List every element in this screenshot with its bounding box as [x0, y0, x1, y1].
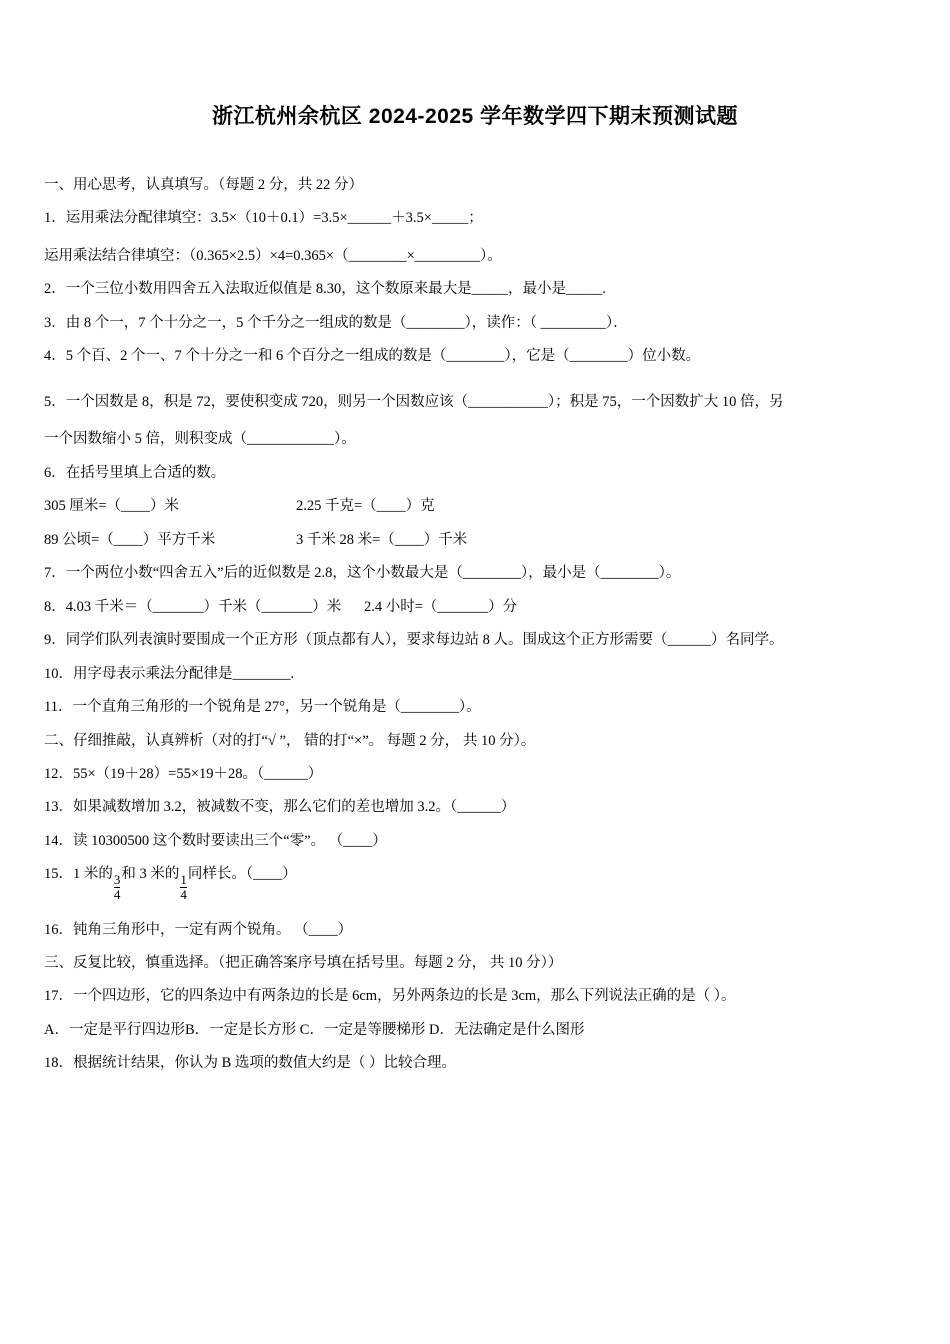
question-9: 9．同学们队列表演时要围成一个正方形（顶点都有人），要求每边站 8 人。围成这个正方形需要（______）名同学。 — [44, 632, 784, 649]
question-1-line-1: 1．运用乘法分配律填空：3.5×（10＋0.1）=3.5×______＋3.5×_____； — [44, 210, 483, 227]
question-3: 3．由 8 个一，7 个十分之一，5 个千分之一组成的数是（________），读作：（ _________）． — [44, 314, 628, 331]
question-17-options: A．一定是平行四边形B．一定是长方形 C．一定是等腰梯形 D．无法确定是什么图形 — [44, 1021, 585, 1038]
section-3-heading: 三、反复比较，慎重选择。（把正确答案序号填在括号里。每题 2 分， 共 10 分）） — [44, 954, 563, 971]
question-4: 4．5 个百、2 个一、7 个十分之一和 6 个百分之一组成的数是（________），它是（________）位小数。 — [44, 348, 701, 365]
question-6: 6．在括号里填上合适的数。 — [44, 464, 226, 481]
fraction-numerator: 3 — [113, 872, 121, 888]
question-15-prefix: 15．1 米的 — [44, 866, 113, 883]
question-12: 12．55×（19＋28）=55×19＋28。（______） — [44, 765, 323, 782]
question-13: 13．如果减数增加 3.2，被减数不变，那么它们的差也增加 3.2。（______） — [44, 799, 516, 816]
section-2-heading: 二、仔细推敲，认真辨析（对的打“√ ”， 错的打“×”。 每题 2 分， 共 10 分）。 — [44, 732, 536, 749]
question-5-line-2: 一个因数缩小 5 倍，则积变成（____________）。 — [44, 431, 356, 448]
question-6-answer-4: 3 千米 28 米=（____）千米 — [296, 531, 468, 548]
fraction-one-quarter — [180, 873, 187, 901]
question-15-suffix: 同样长。（____） — [187, 866, 297, 883]
fraction-numerator: 1 — [180, 872, 187, 888]
fraction-denominator: 4 — [113, 886, 121, 902]
question-6-answer-1: 305 厘米=（____）米 — [44, 498, 180, 515]
question-15 — [44, 863, 906, 901]
spacer — [44, 379, 906, 391]
question-7: 7．一个两位小数“四舍五入”后的近似数是 2.8，这个小数最大是（________），最小是（________）。 — [44, 565, 681, 582]
question-14: 14．读 10300500 这个数时要读出三个“零”。 （____） — [44, 832, 387, 849]
question-1-line-2: 运用乘法结合律填空：（0.365×2.5）×4=0.365×（________×_________）。 — [44, 247, 502, 264]
question-8-row — [44, 596, 906, 618]
question-8-part-b: 2.4 小时=（_______）分 — [364, 598, 518, 615]
question-2: 2．一个三位小数用四舍五入法取近似值是 8.30，这个数原来最大是_____，最小是_____. — [44, 281, 606, 298]
question-15-middle: 和 3 米的 — [121, 866, 180, 883]
question-6-answer-3: 89 公顷=（____）平方千米 — [44, 531, 216, 548]
question-5-line-1: 5．一个因数是 8，积是 72，要使积变成 720，则另一个因数应该（___________）；积是 75，一个因数扩大 10 倍，另 — [44, 393, 784, 410]
question-6-answer-2: 2.25 千克=（____）克 — [296, 498, 435, 515]
section-1-heading: 一、用心思考，认真填写。（每题 2 分，共 22 分） — [44, 177, 363, 193]
page-title: 浙江杭州余杭区 2024-2025 学年数学四下期末预测试题 — [211, 105, 739, 128]
fraction-denominator: 4 — [180, 886, 187, 902]
question-6-row-1 — [44, 495, 906, 517]
question-6-row-2 — [44, 529, 906, 551]
question-17: 17．一个四边形，它的四条边中有两条边的长是 6cm，另外两条边的长是 3cm，那么下列说法正确的是（ ）。 — [44, 988, 736, 1005]
question-16: 16．钝角三角形中，一定有两个锐角。 （____） — [44, 921, 353, 938]
question-11: 11．一个直角三角形的一个锐角是 27°，另一个锐角是（________）。 — [44, 699, 481, 716]
fraction-three-quarters — [114, 873, 121, 901]
question-8-part-a: 8．4.03 千米＝（_______）千米（_______）米 — [44, 598, 342, 615]
document-body — [44, 174, 906, 1075]
question-10: 10．用字母表示乘法分配律是________. — [44, 665, 295, 682]
question-18: 18．根据统计结果，你认为 B 选项的数值大约是（ ）比较合理。 — [44, 1055, 457, 1072]
